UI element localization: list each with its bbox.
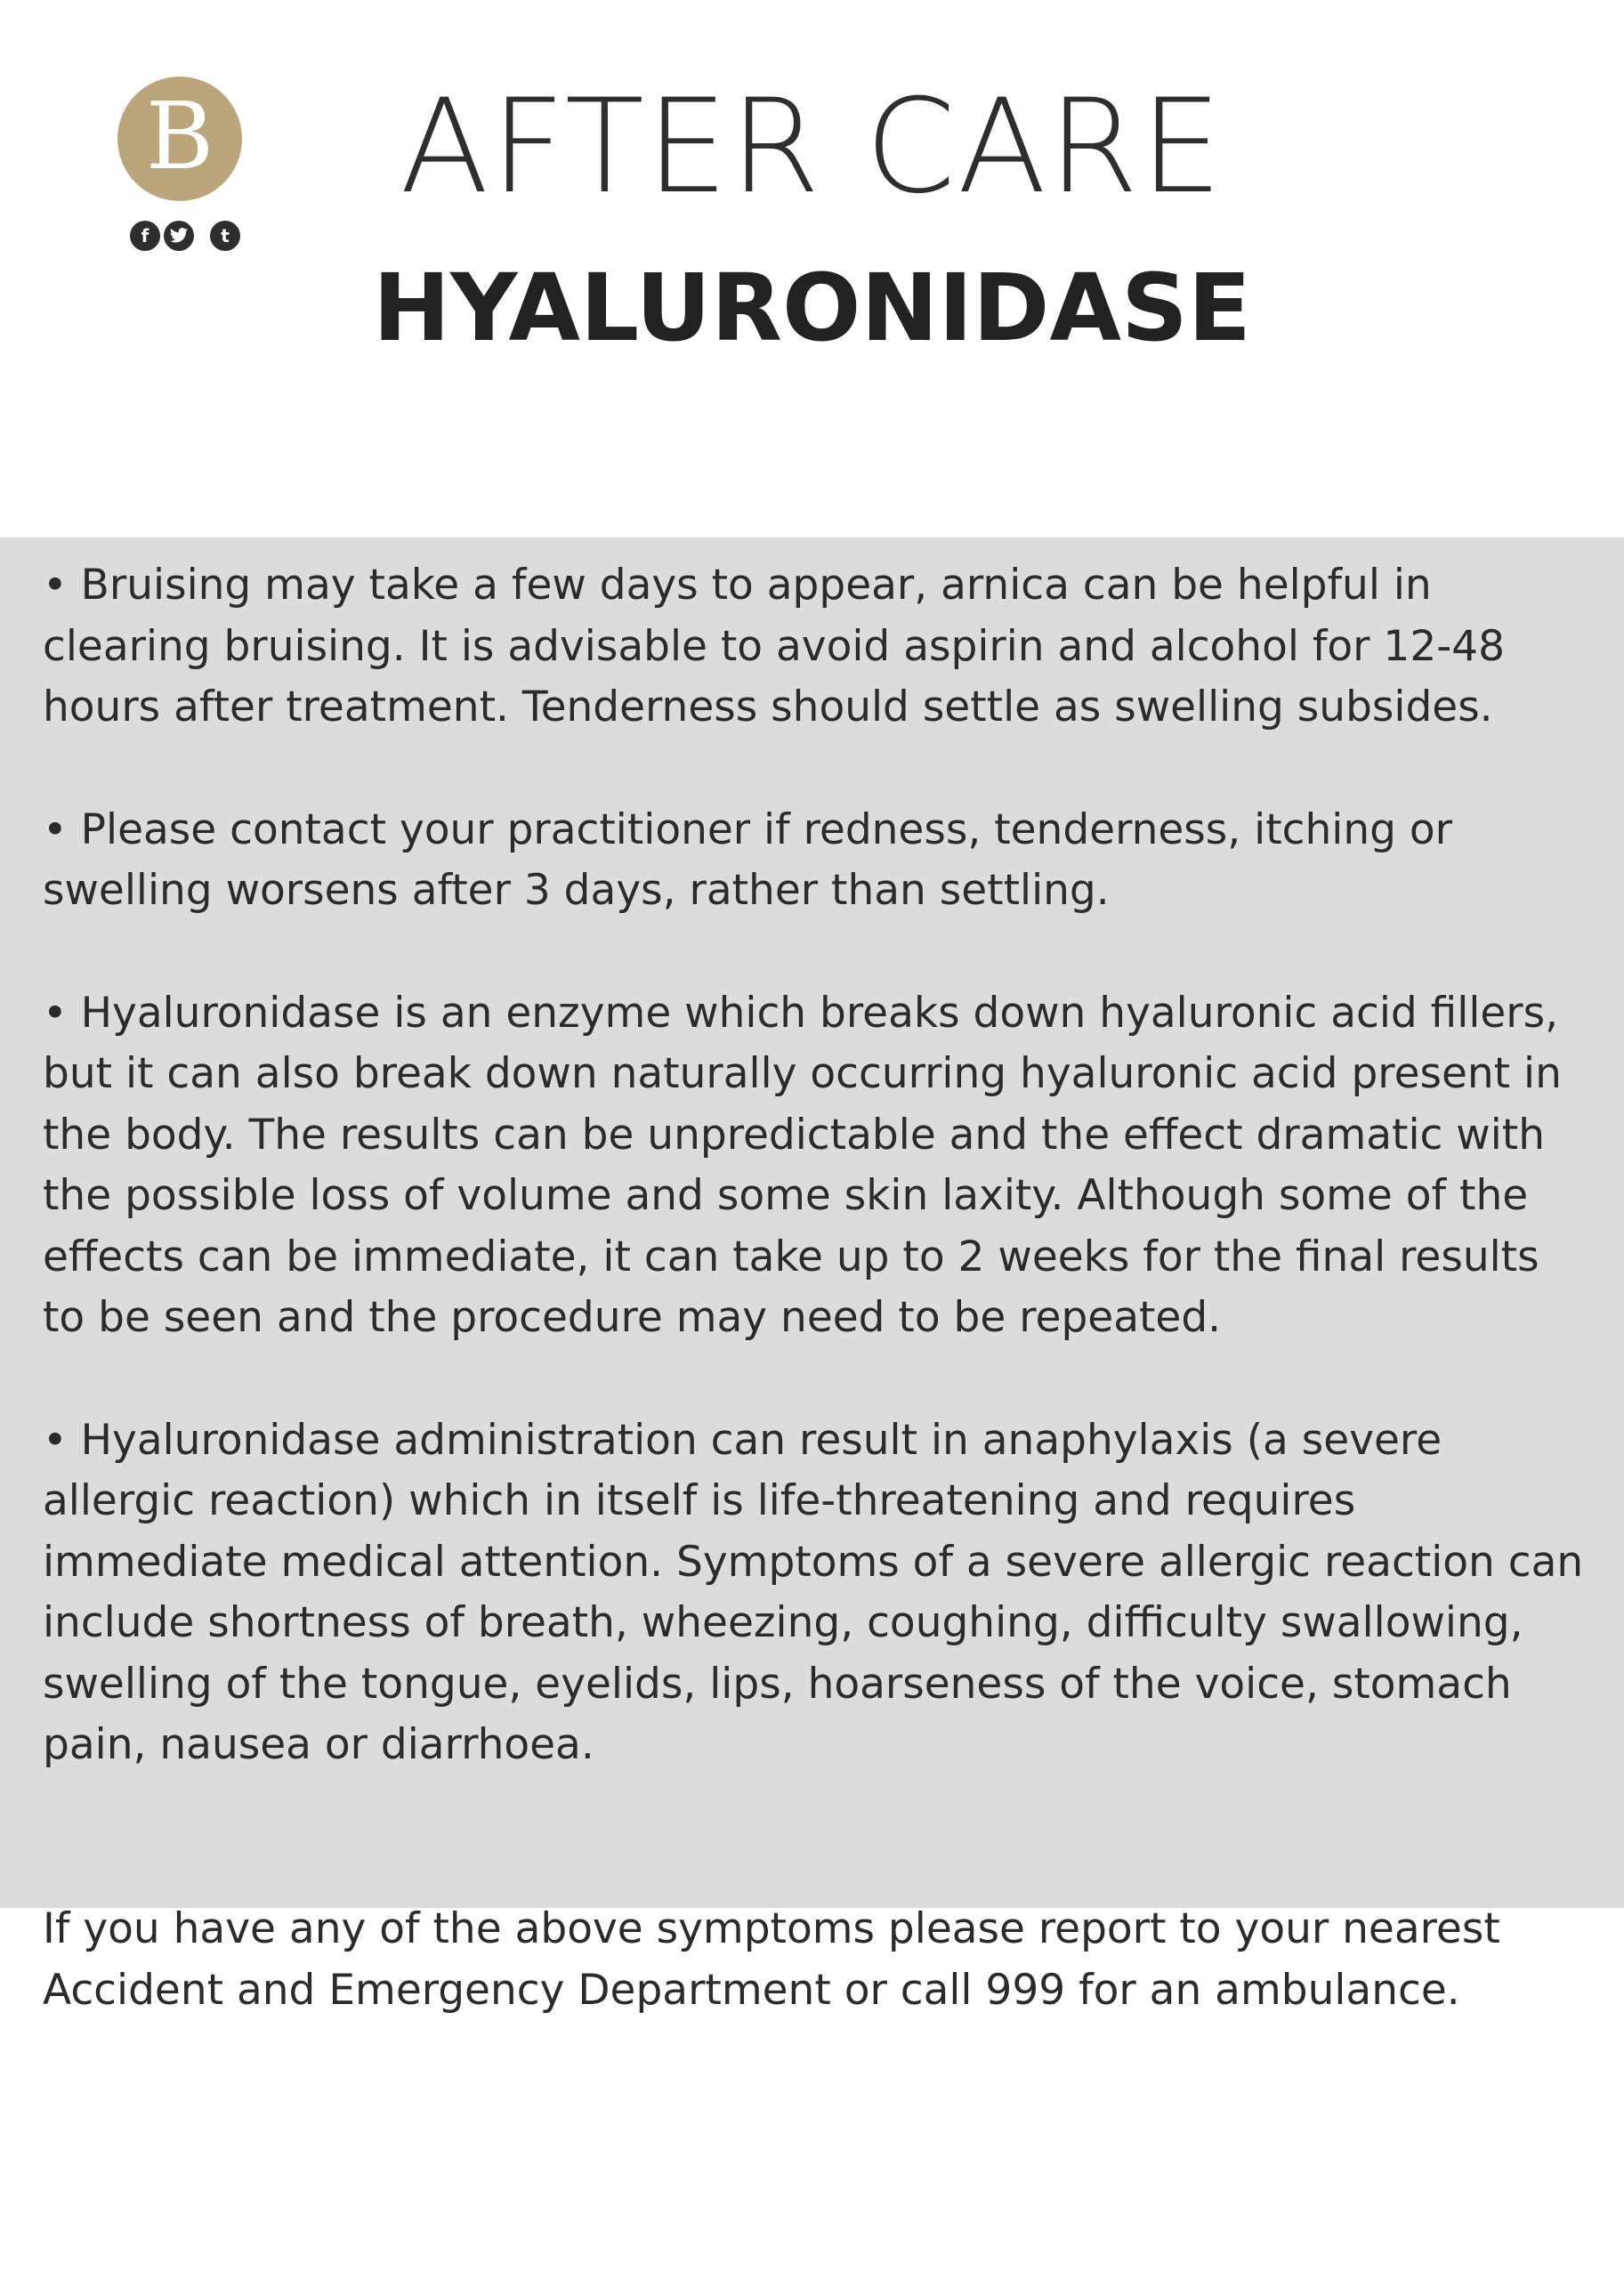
aftercare-list [43,555,1591,1838]
list-item: • Hyaluronidase is an enzyme which breaks down hyaluronic acid fillers, but it can also break down naturally occurring hyaluronic acid present in the body. The results can be unpredictable and the effect dramatic with the possible loss of volume and some skin laxity. Although some of the effects can be immediate, it can take up to 2 weeks for the final results to be seen and the procedure may need to be repeated. [43,988,1562,1342]
facebook-icon[interactable]: f [130,221,160,251]
list-item: • Bruising may take a few days to appear, arnica can be helpful in clearing bruising. It is advisable to avoid aspirin and alcohol for 12-48 hours after treatment. Tenderness should settle as swelling subsides. [43,561,1505,731]
page-title: AFTER CARE [400,71,1224,222]
list-item: • Please contact your practitioner if redness, tenderness, itching or swelling worsens after 3 days, rather than settling. [43,804,1452,915]
social-icons [130,221,240,251]
twitter-icon[interactable] [164,221,194,251]
logo-letter: B [145,82,214,190]
emergency-note: If you have any of the above symptoms please report to your nearest Accident and Emergency Department or call 999 for an ambulance. [43,1904,1500,2015]
list-item: • Hyaluronidase administration can result in anaphylaxis (a severe allergic reaction) which in itself is life-threatening and requires immediate medical attention. Symptoms of a severe allergic reaction can include shortness of breath, wheezing, coughing, difficulty swallowing, swelling of the tongue, eyelids, lips, hoarseness of the voice, stomach pain, nausea or diarrhoea. [43,1415,1584,1769]
tumblr-icon[interactable]: t [210,221,240,251]
page-subtitle: HYALURONIDASE [373,254,1251,362]
twitter-bird-glyph [169,227,189,245]
